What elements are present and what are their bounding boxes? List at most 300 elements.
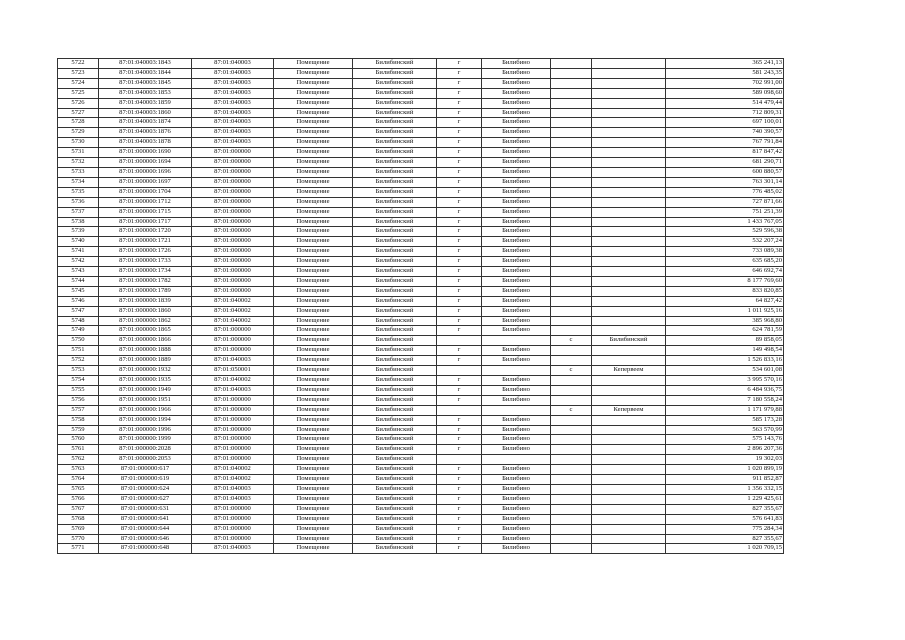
settlement-type-cell: г xyxy=(437,59,482,69)
cadastral-quarter-cell: 87:01:000000 xyxy=(192,227,274,237)
table-row xyxy=(58,296,784,306)
row-number-cell: 5756 xyxy=(58,395,99,405)
settlement-type-cell: г xyxy=(437,346,482,356)
locality-type-cell xyxy=(551,237,592,247)
cadastral-quarter-cell: 87:01:000000 xyxy=(192,326,274,336)
settlement-type-cell xyxy=(437,366,482,376)
cadastral-value-cell: 89 858,05 xyxy=(666,336,784,346)
locality-name-cell xyxy=(592,187,666,197)
row-number-cell: 5761 xyxy=(58,445,99,455)
cadastral-value-cell: 563 570,99 xyxy=(666,425,784,435)
row-number-cell: 5729 xyxy=(58,128,99,138)
cadastral-number-cell: 87:01:000000:1696 xyxy=(99,167,192,177)
district-cell: Билибинский xyxy=(353,167,437,177)
cadastral-quarter-cell: 87:01:040003 xyxy=(192,138,274,148)
cadastral-number-cell: 87:01:000000:1690 xyxy=(99,148,192,158)
settlement-type-cell: г xyxy=(437,445,482,455)
object-type-cell: Помещение xyxy=(274,534,353,544)
cadastral-quarter-cell: 87:01:000000 xyxy=(192,247,274,257)
locality-type-cell xyxy=(551,59,592,69)
cadastral-number-cell: 87:01:040003:1859 xyxy=(99,98,192,108)
cadastral-quarter-cell: 87:01:040003 xyxy=(192,108,274,118)
row-number-cell: 5748 xyxy=(58,316,99,326)
table-row xyxy=(58,524,784,534)
locality-type-cell xyxy=(551,316,592,326)
cadastral-value-cell: 635 685,20 xyxy=(666,257,784,267)
settlement-type-cell: г xyxy=(437,385,482,395)
cadastral-value-cell: 581 243,35 xyxy=(666,68,784,78)
cadastral-number-cell: 87:01:000000:1932 xyxy=(99,366,192,376)
cadastral-quarter-cell: 87:01:040002 xyxy=(192,376,274,386)
object-type-cell: Помещение xyxy=(274,237,353,247)
settlement-name-cell: Билибино xyxy=(482,435,551,445)
cadastral-quarter-cell: 87:01:000000 xyxy=(192,267,274,277)
district-cell: Билибинский xyxy=(353,158,437,168)
cadastral-quarter-cell: 87:01:000000 xyxy=(192,177,274,187)
table-row xyxy=(58,366,784,376)
row-number-cell: 5745 xyxy=(58,286,99,296)
object-type-cell: Помещение xyxy=(274,524,353,534)
cadastral-quarter-cell: 87:01:040003 xyxy=(192,544,274,554)
cadastral-quarter-cell: 87:01:000000 xyxy=(192,346,274,356)
cadastral-value-cell: 514 479,44 xyxy=(666,98,784,108)
cadastral-quarter-cell: 87:01:000000 xyxy=(192,395,274,405)
settlement-type-cell: г xyxy=(437,78,482,88)
cadastral-quarter-cell: 87:01:040003 xyxy=(192,484,274,494)
district-cell: Билибинский xyxy=(353,484,437,494)
cadastral-value-cell: 646 692,74 xyxy=(666,267,784,277)
table-row xyxy=(58,98,784,108)
settlement-type-cell: г xyxy=(437,514,482,524)
cadastral-value-cell: 532 207,24 xyxy=(666,237,784,247)
cadastral-number-cell: 87:01:000000:1888 xyxy=(99,346,192,356)
table-row xyxy=(58,504,784,514)
settlement-type-cell: г xyxy=(437,177,482,187)
settlement-type-cell: г xyxy=(437,257,482,267)
locality-type-cell xyxy=(551,138,592,148)
settlement-name-cell: Билибино xyxy=(482,138,551,148)
cadastral-quarter-cell: 87:01:040003 xyxy=(192,59,274,69)
locality-type-cell xyxy=(551,435,592,445)
row-number-cell: 5771 xyxy=(58,544,99,554)
table-row xyxy=(58,415,784,425)
table-row xyxy=(58,59,784,69)
object-type-cell: Помещение xyxy=(274,316,353,326)
locality-type-cell xyxy=(551,296,592,306)
district-cell: Билибинский xyxy=(353,415,437,425)
locality-type-cell xyxy=(551,425,592,435)
settlement-name-cell: Билибино xyxy=(482,534,551,544)
cadastral-number-cell: 87:01:000000:1717 xyxy=(99,217,192,227)
locality-name-cell xyxy=(592,504,666,514)
cadastral-quarter-cell: 87:01:000000 xyxy=(192,445,274,455)
locality-type-cell xyxy=(551,148,592,158)
cadastral-number-cell: 87:01:040003:1878 xyxy=(99,138,192,148)
settlement-name-cell: Билибино xyxy=(482,197,551,207)
settlement-name-cell: Билибино xyxy=(482,346,551,356)
table-row xyxy=(58,68,784,78)
locality-type-cell xyxy=(551,267,592,277)
cadastral-number-cell: 87:01:000000:2028 xyxy=(99,445,192,455)
table-row xyxy=(58,425,784,435)
settlement-name-cell: Билибино xyxy=(482,177,551,187)
settlement-type-cell: г xyxy=(437,504,482,514)
district-cell: Билибинский xyxy=(353,534,437,544)
row-number-cell: 5722 xyxy=(58,59,99,69)
locality-type-cell xyxy=(551,118,592,128)
object-type-cell: Помещение xyxy=(274,187,353,197)
cadastral-value-cell: 751 251,39 xyxy=(666,207,784,217)
settlement-type-cell: г xyxy=(437,465,482,475)
district-cell: Билибинский xyxy=(353,395,437,405)
cadastral-value-cell: 911 852,87 xyxy=(666,475,784,485)
locality-name-cell xyxy=(592,197,666,207)
settlement-name-cell: Билибино xyxy=(482,316,551,326)
settlement-name-cell: Билибино xyxy=(482,425,551,435)
object-type-cell: Помещение xyxy=(274,455,353,465)
locality-type-cell xyxy=(551,158,592,168)
table-row xyxy=(58,484,784,494)
table-row xyxy=(58,475,784,485)
district-cell: Билибинский xyxy=(353,425,437,435)
locality-type-cell xyxy=(551,326,592,336)
district-cell: Билибинский xyxy=(353,257,437,267)
cadastral-number-cell: 87:01:000000:1712 xyxy=(99,197,192,207)
cadastral-number-cell: 87:01:000000:1994 xyxy=(99,415,192,425)
table-row xyxy=(58,167,784,177)
row-number-cell: 5742 xyxy=(58,257,99,267)
settlement-name-cell xyxy=(482,405,551,415)
cadastral-quarter-cell: 87:01:000000 xyxy=(192,336,274,346)
object-type-cell: Помещение xyxy=(274,78,353,88)
settlement-type-cell: г xyxy=(437,148,482,158)
locality-type-cell xyxy=(551,177,592,187)
object-type-cell: Помещение xyxy=(274,326,353,336)
settlement-type-cell xyxy=(437,455,482,465)
cadastral-quarter-cell: 87:01:040002 xyxy=(192,296,274,306)
cadastral-number-cell: 87:01:000000:1966 xyxy=(99,405,192,415)
district-cell: Билибинский xyxy=(353,227,437,237)
table-row xyxy=(58,356,784,366)
cadastral-value-cell: 2 896 207,36 xyxy=(666,445,784,455)
row-number-cell: 5730 xyxy=(58,138,99,148)
settlement-type-cell: г xyxy=(437,138,482,148)
settlement-name-cell: Билибино xyxy=(482,356,551,366)
locality-type-cell xyxy=(551,306,592,316)
cadastral-quarter-cell: 87:01:040003 xyxy=(192,385,274,395)
object-type-cell: Помещение xyxy=(274,484,353,494)
row-number-cell: 5726 xyxy=(58,98,99,108)
district-cell: Билибинский xyxy=(353,316,437,326)
settlement-name-cell: Билибино xyxy=(482,207,551,217)
table-row xyxy=(58,316,784,326)
locality-name-cell xyxy=(592,128,666,138)
cadastral-value-cell: 776 485,02 xyxy=(666,187,784,197)
cadastral-value-cell: 589 098,60 xyxy=(666,88,784,98)
cadastral-value-cell: 8 177 769,60 xyxy=(666,276,784,286)
object-type-cell: Помещение xyxy=(274,247,353,257)
settlement-name-cell: Билибино xyxy=(482,167,551,177)
cadastral-quarter-cell: 87:01:000000 xyxy=(192,286,274,296)
cadastral-number-cell: 87:01:040003:1860 xyxy=(99,108,192,118)
locality-type-cell xyxy=(551,455,592,465)
cadastral-number-cell: 87:01:000000:1999 xyxy=(99,435,192,445)
settlement-type-cell: г xyxy=(437,128,482,138)
row-number-cell: 5733 xyxy=(58,167,99,177)
cadastral-quarter-cell: 87:01:000000 xyxy=(192,257,274,267)
settlement-name-cell: Билибино xyxy=(482,494,551,504)
cadastral-number-cell: 87:01:040003:1853 xyxy=(99,88,192,98)
locality-type-cell xyxy=(551,98,592,108)
locality-name-cell xyxy=(592,435,666,445)
row-number-cell: 5759 xyxy=(58,425,99,435)
locality-name-cell xyxy=(592,376,666,386)
cadastral-number-cell: 87:01:000000:1951 xyxy=(99,395,192,405)
cadastral-quarter-cell: 87:01:000000 xyxy=(192,504,274,514)
district-cell: Билибинский xyxy=(353,267,437,277)
settlement-name-cell: Билибино xyxy=(482,187,551,197)
locality-type-cell xyxy=(551,187,592,197)
settlement-type-cell: г xyxy=(437,68,482,78)
cadastral-quarter-cell: 87:01:000000 xyxy=(192,167,274,177)
object-type-cell: Помещение xyxy=(274,376,353,386)
district-cell: Билибинский xyxy=(353,455,437,465)
cadastral-number-cell: 87:01:000000:631 xyxy=(99,504,192,514)
object-type-cell: Помещение xyxy=(274,445,353,455)
table-row xyxy=(58,405,784,415)
district-cell: Билибинский xyxy=(353,366,437,376)
settlement-name-cell: Билибино xyxy=(482,59,551,69)
cadastral-value-cell: 833 820,85 xyxy=(666,286,784,296)
cadastral-quarter-cell: 87:01:050001 xyxy=(192,366,274,376)
object-type-cell: Помещение xyxy=(274,167,353,177)
settlement-type-cell: г xyxy=(437,356,482,366)
cadastral-value-cell: 733 089,38 xyxy=(666,247,784,257)
cadastral-quarter-cell: 87:01:040002 xyxy=(192,475,274,485)
cadastral-value-cell: 624 781,59 xyxy=(666,326,784,336)
cadastral-quarter-cell: 87:01:000000 xyxy=(192,435,274,445)
table-row xyxy=(58,455,784,465)
locality-name-cell xyxy=(592,276,666,286)
object-type-cell: Помещение xyxy=(274,267,353,277)
district-cell: Билибинский xyxy=(353,306,437,316)
locality-type-cell: с xyxy=(551,405,592,415)
cadastral-number-cell: 87:01:000000:2053 xyxy=(99,455,192,465)
object-type-cell: Помещение xyxy=(274,118,353,128)
object-type-cell: Помещение xyxy=(274,148,353,158)
cadastral-number-cell: 87:01:000000:1720 xyxy=(99,227,192,237)
cadastral-value-cell: 775 284,34 xyxy=(666,524,784,534)
table-row xyxy=(58,177,784,187)
object-type-cell: Помещение xyxy=(274,494,353,504)
locality-name-cell xyxy=(592,158,666,168)
cadastral-number-cell: 87:01:000000:1715 xyxy=(99,207,192,217)
settlement-name-cell: Билибино xyxy=(482,376,551,386)
locality-name-cell xyxy=(592,306,666,316)
cadastral-number-cell: 87:01:000000:1935 xyxy=(99,376,192,386)
row-number-cell: 5732 xyxy=(58,158,99,168)
table-row xyxy=(58,237,784,247)
settlement-type-cell: г xyxy=(437,544,482,554)
table-row xyxy=(58,286,784,296)
locality-type-cell xyxy=(551,475,592,485)
table-row xyxy=(58,376,784,386)
settlement-type-cell: г xyxy=(437,88,482,98)
district-cell: Билибинский xyxy=(353,494,437,504)
locality-name-cell xyxy=(592,316,666,326)
cadastral-value-cell: 740 390,57 xyxy=(666,128,784,138)
locality-name-cell xyxy=(592,257,666,267)
locality-name-cell xyxy=(592,88,666,98)
row-number-cell: 5768 xyxy=(58,514,99,524)
locality-name-cell xyxy=(592,524,666,534)
settlement-type-cell: г xyxy=(437,247,482,257)
object-type-cell: Помещение xyxy=(274,276,353,286)
row-number-cell: 5754 xyxy=(58,376,99,386)
settlement-type-cell: г xyxy=(437,286,482,296)
table-row xyxy=(58,207,784,217)
object-type-cell: Помещение xyxy=(274,336,353,346)
locality-name-cell xyxy=(592,445,666,455)
object-type-cell: Помещение xyxy=(274,514,353,524)
settlement-name-cell: Билибино xyxy=(482,78,551,88)
locality-name-cell xyxy=(592,455,666,465)
district-cell: Билибинский xyxy=(353,138,437,148)
cadastral-number-cell: 87:01:000000:1996 xyxy=(99,425,192,435)
cadastral-value-cell: 1 020 899,19 xyxy=(666,465,784,475)
row-number-cell: 5753 xyxy=(58,366,99,376)
cadastral-value-cell: 712 809,31 xyxy=(666,108,784,118)
locality-type-cell xyxy=(551,544,592,554)
cadastral-value-cell: 600 880,57 xyxy=(666,167,784,177)
settlement-name-cell: Билибино xyxy=(482,326,551,336)
district-cell: Билибинский xyxy=(353,465,437,475)
row-number-cell: 5744 xyxy=(58,276,99,286)
settlement-name-cell: Билибино xyxy=(482,296,551,306)
locality-name-cell xyxy=(592,177,666,187)
district-cell: Билибинский xyxy=(353,88,437,98)
cadastral-number-cell: 87:01:000000:1860 xyxy=(99,306,192,316)
object-type-cell: Помещение xyxy=(274,405,353,415)
settlement-type-cell: г xyxy=(437,425,482,435)
locality-name-cell xyxy=(592,217,666,227)
locality-name-cell xyxy=(592,138,666,148)
settlement-type-cell: г xyxy=(437,316,482,326)
cadastral-quarter-cell: 87:01:000000 xyxy=(192,187,274,197)
locality-name-cell: Билибинский xyxy=(592,336,666,346)
settlement-name-cell: Билибино xyxy=(482,395,551,405)
cadastral-value-cell: 817 847,42 xyxy=(666,148,784,158)
district-cell: Билибинский xyxy=(353,435,437,445)
table-row xyxy=(58,465,784,475)
locality-name-cell xyxy=(592,356,666,366)
locality-type-cell xyxy=(551,514,592,524)
cadastral-number-cell: 87:01:000000:1866 xyxy=(99,336,192,346)
settlement-name-cell xyxy=(482,455,551,465)
locality-name-cell xyxy=(592,544,666,554)
row-number-cell: 5728 xyxy=(58,118,99,128)
row-number-cell: 5743 xyxy=(58,267,99,277)
locality-name-cell xyxy=(592,534,666,544)
district-cell: Билибинский xyxy=(353,376,437,386)
row-number-cell: 5760 xyxy=(58,435,99,445)
district-cell: Билибинский xyxy=(353,336,437,346)
table-row xyxy=(58,88,784,98)
locality-name-cell xyxy=(592,247,666,257)
object-type-cell: Помещение xyxy=(274,415,353,425)
cadastral-quarter-cell: 87:01:000000 xyxy=(192,237,274,247)
locality-name-cell xyxy=(592,98,666,108)
cadastral-quarter-cell: 87:01:000000 xyxy=(192,217,274,227)
object-type-cell: Помещение xyxy=(274,504,353,514)
locality-type-cell xyxy=(551,385,592,395)
row-number-cell: 5763 xyxy=(58,465,99,475)
row-number-cell: 5738 xyxy=(58,217,99,227)
cadastral-number-cell: 87:01:040003:1845 xyxy=(99,78,192,88)
object-type-cell: Помещение xyxy=(274,207,353,217)
cadastral-value-cell: 702 991,00 xyxy=(666,78,784,88)
object-type-cell: Помещение xyxy=(274,128,353,138)
cadastral-number-cell: 87:01:040003:1844 xyxy=(99,68,192,78)
cadastral-number-cell: 87:01:000000:1733 xyxy=(99,257,192,267)
object-type-cell: Помещение xyxy=(274,306,353,316)
object-type-cell: Помещение xyxy=(274,346,353,356)
cadastral-value-cell: 529 596,38 xyxy=(666,227,784,237)
district-cell: Билибинский xyxy=(353,128,437,138)
district-cell: Билибинский xyxy=(353,385,437,395)
settlement-name-cell: Билибино xyxy=(482,445,551,455)
row-number-cell: 5764 xyxy=(58,475,99,485)
row-number-cell: 5725 xyxy=(58,88,99,98)
cadastral-number-cell: 87:01:040003:1874 xyxy=(99,118,192,128)
table-row xyxy=(58,514,784,524)
cadastral-number-cell: 87:01:000000:1889 xyxy=(99,356,192,366)
settlement-name-cell: Билибино xyxy=(482,306,551,316)
object-type-cell: Помещение xyxy=(274,68,353,78)
settlement-name-cell: Билибино xyxy=(482,475,551,485)
table-row xyxy=(58,336,784,346)
table-row xyxy=(58,78,784,88)
cadastral-number-cell: 87:01:000000:641 xyxy=(99,514,192,524)
locality-type-cell xyxy=(551,376,592,386)
table-row xyxy=(58,346,784,356)
locality-type-cell: с xyxy=(551,366,592,376)
cadastral-quarter-cell: 87:01:000000 xyxy=(192,158,274,168)
cadastral-value-cell: 827 355,67 xyxy=(666,534,784,544)
locality-type-cell xyxy=(551,257,592,267)
settlement-type-cell: г xyxy=(437,435,482,445)
district-cell: Билибинский xyxy=(353,276,437,286)
settlement-type-cell: г xyxy=(437,227,482,237)
settlement-type-cell: г xyxy=(437,296,482,306)
cadastral-quarter-cell: 87:01:000000 xyxy=(192,524,274,534)
table-row xyxy=(58,326,784,336)
table-row xyxy=(58,158,784,168)
locality-type-cell xyxy=(551,484,592,494)
cadastral-value-cell: 149 498,54 xyxy=(666,346,784,356)
settlement-type-cell: г xyxy=(437,534,482,544)
object-type-cell: Помещение xyxy=(274,177,353,187)
table-row xyxy=(58,257,784,267)
table-row xyxy=(58,148,784,158)
settlement-name-cell: Билибино xyxy=(482,504,551,514)
table-row xyxy=(58,197,784,207)
row-number-cell: 5727 xyxy=(58,108,99,118)
settlement-type-cell: г xyxy=(437,108,482,118)
locality-type-cell xyxy=(551,494,592,504)
cadastral-number-cell: 87:01:000000:1734 xyxy=(99,267,192,277)
cadastral-quarter-cell: 87:01:000000 xyxy=(192,534,274,544)
